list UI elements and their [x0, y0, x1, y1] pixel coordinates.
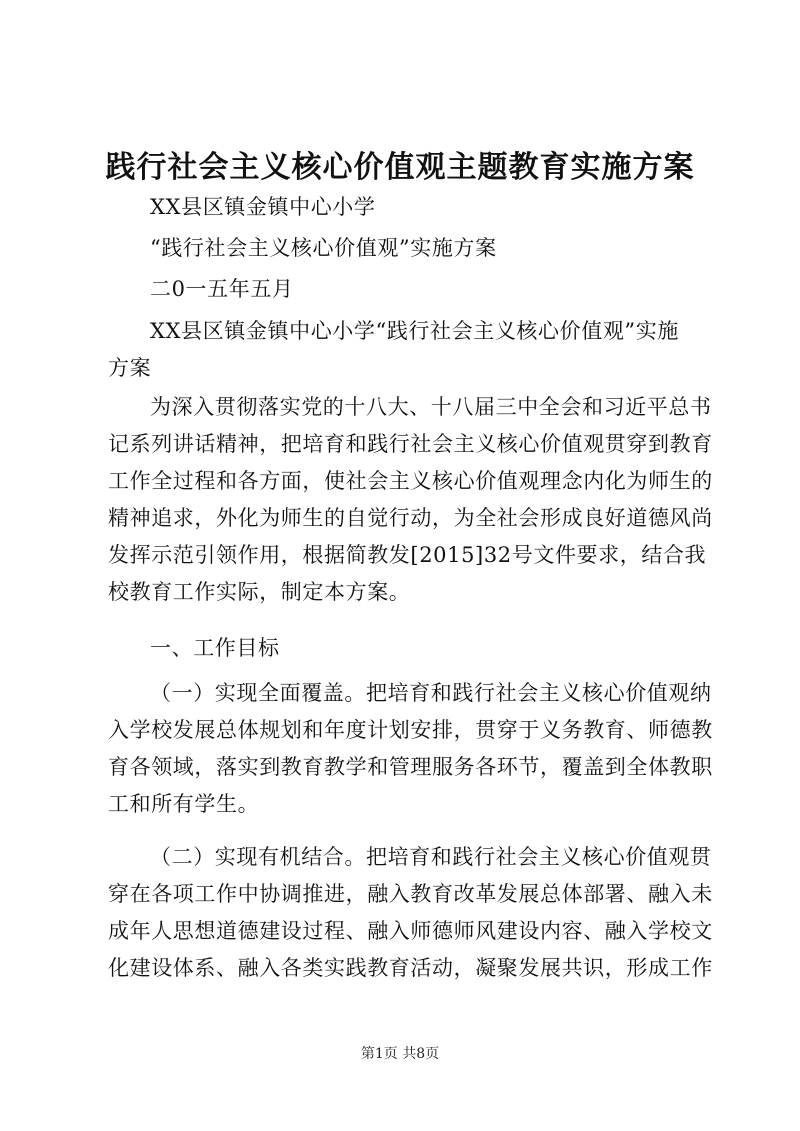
page-number: 第1页 共8页	[360, 1046, 440, 1062]
school-name: XX县区镇金镇中心小学	[150, 195, 376, 219]
paragraph-line: （二）实现有机结合。把培育和践行社会主义核心价值观贯	[150, 845, 712, 869]
paragraph-line: 记系列讲话精神，把培育和践行社会主义核心价值观贯穿到教育	[108, 432, 713, 456]
item-1-paragraph	[108, 675, 713, 823]
document-date: 二0一五年五月	[150, 277, 294, 301]
paragraph-line: 育各领域，落实到教育教学和管理服务各环节，覆盖到全体教职	[108, 755, 713, 779]
paragraph-line: 工作全过程和各方面，使社会主义核心价值观理念内化为师生的	[108, 469, 713, 493]
paragraph-line: 化建设体系、融入各类实践教育活动，凝聚发展共识，形成工作	[108, 956, 713, 980]
heading-paragraph	[108, 313, 708, 387]
paragraph-line: 精神追求，外化为师生的自觉行动，为全社会形成良好道德风尚	[108, 506, 713, 530]
section-heading: 一、工作目标	[150, 636, 280, 660]
plan-subtitle: “践行社会主义核心价值观”实施方案	[150, 236, 497, 260]
heading-line: 方案	[108, 356, 152, 380]
item-2-paragraph	[108, 839, 713, 987]
heading-line: XX县区镇金镇中心小学“践行社会主义核心价值观”实施	[150, 319, 679, 343]
paragraph-line: 发挥示范引领作用，根据简教发[2015]32号文件要求，结合我	[108, 543, 707, 567]
paragraph-line: 为深入贯彻落实党的十八大、十八届三中全会和习近平总书	[150, 395, 712, 419]
intro-paragraph	[108, 389, 713, 611]
paragraph-line: 成年人思想道德建设过程、融入师德师风建设内容、融入学校文	[108, 919, 713, 943]
paragraph-line: （一）实现全面覆盖。把培育和践行社会主义核心价值观纳	[150, 681, 712, 705]
paragraph-line: 校教育工作实际，制定本方案。	[108, 580, 411, 604]
paragraph-line: 工和所有学生。	[108, 792, 260, 816]
section-heading-block	[108, 630, 708, 667]
paragraph-line: 穿在各项工作中协调推进，融入教育改革发展总体部署、融入未	[108, 882, 713, 906]
document-title: 践行社会主义核心价值观主题教育实施方案	[105, 150, 695, 185]
page-footer	[0, 1043, 800, 1063]
paragraph-line: 入学校发展总体规划和年度计划安排，贯穿于义务教育、师德教	[108, 718, 713, 742]
